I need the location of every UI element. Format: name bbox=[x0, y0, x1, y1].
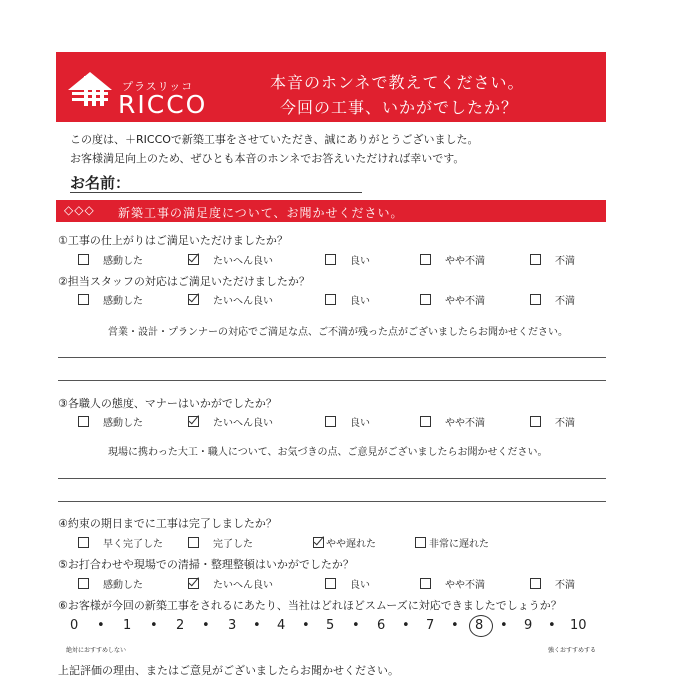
q5-option-fuman[interactable]: 不満 bbox=[530, 576, 575, 590]
q5-option-taihen-yoi[interactable]: たいへん良い bbox=[188, 576, 273, 590]
ricco-logo-icon bbox=[66, 68, 114, 106]
question-3: ③各職人の態度、マナーはいかがでしたか？ bbox=[58, 397, 277, 410]
section-title: 新築工事の満足度について、お聞かせください。 bbox=[118, 206, 404, 220]
checkbox[interactable] bbox=[188, 537, 199, 548]
checkbox[interactable] bbox=[420, 578, 431, 589]
question-6: ⑥お客様が今回の新築工事をされるにあたり、当社はどれほどスムーズに対応できましたでしょうか？ bbox=[58, 599, 562, 612]
question-4: ④約束の期日までに工事は完了しましたか？ bbox=[58, 517, 277, 530]
scale-separator: • bbox=[548, 618, 556, 633]
checkbox[interactable] bbox=[420, 294, 431, 305]
section-header bbox=[56, 200, 606, 222]
scale-4[interactable]: 4 bbox=[277, 618, 286, 633]
scale-3[interactable]: 3 bbox=[228, 618, 237, 633]
q1-option-yoi[interactable]: 良い bbox=[325, 252, 370, 266]
scale-0[interactable]: 0 bbox=[70, 618, 79, 633]
q1-option-kandou[interactable]: 感動した bbox=[78, 252, 143, 266]
intro-line-2: お客様満足向上のため、ぜひとも本音のホンネでお答えいただければ幸いです。 bbox=[70, 152, 465, 165]
checkbox[interactable] bbox=[325, 578, 336, 589]
scale-separator: • bbox=[451, 618, 459, 633]
checkbox[interactable] bbox=[420, 254, 431, 265]
scale-8-selected[interactable]: 8 bbox=[475, 618, 483, 633]
checkbox[interactable] bbox=[415, 537, 426, 548]
q2-option-yoi[interactable]: 良い bbox=[325, 292, 370, 306]
checkbox-checked[interactable] bbox=[188, 294, 199, 305]
logo-name: RICCO bbox=[118, 90, 208, 119]
selected-circle-icon bbox=[469, 615, 493, 637]
q3-comment-line-1[interactable] bbox=[58, 478, 606, 479]
checkbox-checked[interactable] bbox=[188, 578, 199, 589]
intro-line-1: この度は、＋RICCOで新築工事をさせていただき、誠にありがとうございました。 bbox=[70, 133, 479, 146]
q5-option-yaya-fuman[interactable]: やや不満 bbox=[420, 576, 485, 590]
q4-option-yaya-okureta[interactable]: やや遅れた bbox=[313, 535, 376, 549]
q3-option-yoi[interactable]: 良い bbox=[325, 414, 370, 428]
scale-separator: • bbox=[150, 618, 158, 633]
scale-separator: • bbox=[302, 618, 310, 633]
section-diamonds: ◇◇◇ bbox=[64, 203, 95, 217]
q1-option-yaya-fuman[interactable]: やや不満 bbox=[420, 252, 485, 266]
q1-option-taihen-yoi[interactable]: たいへん良い bbox=[188, 252, 273, 266]
q3-option-fuman[interactable]: 不満 bbox=[530, 414, 575, 428]
scale-low-label: 絶対におすすめしない bbox=[66, 647, 127, 654]
q2-comment-prompt: 営業・設計・プランナーの対応でご満足な点、ご不満が残った点がございましたらお聞かせください。 bbox=[108, 327, 568, 338]
checkbox[interactable] bbox=[530, 416, 541, 427]
checkbox-checked[interactable] bbox=[188, 416, 199, 427]
question-2: ②担当スタッフの対応はご満足いただけましたか？ bbox=[58, 275, 310, 288]
header-title-line2: 今回の工事、いかがでしたか？ bbox=[280, 98, 519, 117]
scale-separator: • bbox=[402, 618, 410, 633]
q3-comment-prompt: 現場に携わった大工・職人について、お気づきの点、ご意見がございましたらお聞かせください。 bbox=[108, 447, 548, 458]
q3-option-taihen-yoi[interactable]: たいへん良い bbox=[188, 414, 273, 428]
q4-option-hijou-okureta[interactable]: 非常に遅れた bbox=[415, 535, 489, 549]
q5-option-kandou[interactable]: 感動した bbox=[78, 576, 143, 590]
checkbox[interactable] bbox=[530, 578, 541, 589]
bleed-through-text bbox=[56, 8, 606, 32]
name-input-line[interactable] bbox=[70, 192, 362, 193]
checkbox[interactable] bbox=[78, 537, 89, 548]
q3-option-kandou[interactable]: 感動した bbox=[78, 414, 143, 428]
scale-2[interactable]: 2 bbox=[176, 618, 185, 633]
header-title-line1: 本音のホンネで教えてください。 bbox=[270, 73, 525, 92]
checkbox-checked[interactable] bbox=[188, 254, 199, 265]
checkbox[interactable] bbox=[325, 254, 336, 265]
checkbox[interactable] bbox=[78, 294, 89, 305]
q3-option-yaya-fuman[interactable]: やや不満 bbox=[420, 414, 485, 428]
checkbox[interactable] bbox=[530, 294, 541, 305]
q3-comment-line-2[interactable] bbox=[58, 501, 606, 502]
name-label: お名前： bbox=[70, 174, 131, 192]
scale-10[interactable]: 10 bbox=[570, 618, 587, 633]
scale-6[interactable]: 6 bbox=[377, 618, 386, 633]
scale-1[interactable]: 1 bbox=[123, 618, 132, 633]
scale-9[interactable]: 9 bbox=[524, 618, 533, 633]
q2-option-yaya-fuman[interactable]: やや不満 bbox=[420, 292, 485, 306]
q2-comment-line-2[interactable] bbox=[58, 380, 606, 381]
footer-comment-prompt: 上記評価の理由、またはご意見がございましたらお聞かせください。 bbox=[58, 664, 399, 677]
checkbox[interactable] bbox=[325, 416, 336, 427]
q2-option-fuman[interactable]: 不満 bbox=[530, 292, 575, 306]
scale-separator: • bbox=[500, 618, 508, 633]
scale-high-label: 強くおすすめする bbox=[548, 647, 597, 654]
checkbox[interactable] bbox=[78, 254, 89, 265]
q4-option-hayaku[interactable]: 早く完了した bbox=[78, 535, 163, 549]
checkbox[interactable] bbox=[325, 294, 336, 305]
q2-option-kandou[interactable]: 感動した bbox=[78, 292, 143, 306]
q2-comment-line-1[interactable] bbox=[58, 357, 606, 358]
q5-option-yoi[interactable]: 良い bbox=[325, 576, 370, 590]
q1-option-fuman[interactable]: 不満 bbox=[530, 252, 575, 266]
checkbox[interactable] bbox=[78, 416, 89, 427]
header-banner bbox=[56, 52, 606, 122]
q4-option-kanryou[interactable]: 完了した bbox=[188, 535, 253, 549]
question-1: ①工事の仕上がりはご満足いただけましたか？ bbox=[58, 234, 288, 247]
checkbox[interactable] bbox=[420, 416, 431, 427]
scale-separator: • bbox=[253, 618, 261, 633]
checkbox[interactable] bbox=[78, 578, 89, 589]
scale-7[interactable]: 7 bbox=[426, 618, 435, 633]
scale-5[interactable]: 5 bbox=[326, 618, 335, 633]
q2-option-taihen-yoi[interactable]: たいへん良い bbox=[188, 292, 273, 306]
scale-separator: • bbox=[97, 618, 105, 633]
checkbox[interactable] bbox=[530, 254, 541, 265]
scale-separator: • bbox=[202, 618, 210, 633]
logo-kana: プラスリッコ bbox=[122, 80, 194, 93]
question-5: ⑤お打合わせや現場での清掃・整理整頓はいかがでしたか？ bbox=[58, 558, 354, 571]
scale-separator: • bbox=[352, 618, 360, 633]
checkbox-checked[interactable] bbox=[313, 537, 324, 548]
recommendation-scale bbox=[70, 618, 590, 638]
